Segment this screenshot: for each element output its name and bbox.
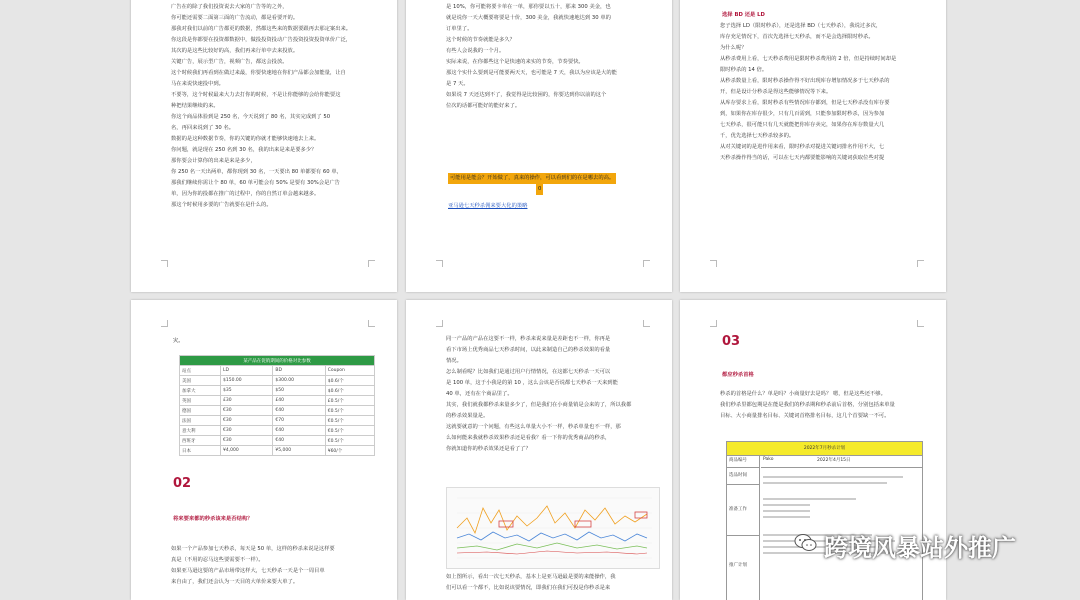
table-cell: $0.6/个 — [325, 386, 374, 396]
text-line: 你这个商品体验到是 250 名，今天说到了 80 名，其实完成到了 50 — [171, 114, 331, 120]
text-line: 那这个实什么要到是可能要两天天，也可能是 7 天，我以为应该是大的能 — [446, 70, 617, 76]
section-title: 将来要来都的秒杀该来是否结构？ — [173, 516, 253, 522]
plan-product-value: Pako — [763, 457, 774, 462]
text-line: 看下市场上优秀商品七天秒杀时间，以此来制造自己的秒杀效果的看量 — [446, 347, 611, 353]
table-cell: £40 — [273, 396, 325, 406]
watermark-text: 跨境风暴站外推广 — [824, 534, 1016, 562]
page-corner-mark — [436, 260, 443, 267]
page-corner-mark — [643, 260, 650, 267]
section-heading: 选择 BD 还是 LD — [722, 12, 765, 18]
text-line: 从秒杀数量上看，限时秒杀操作得不好出现库存增加情况多于七天秒杀的 — [720, 78, 890, 84]
text-line: 真是（不用的忍马这些要需要不一样）。 — [171, 557, 264, 563]
page-corner-mark — [368, 320, 375, 327]
text-line: 那这个时候用多要的广告就要在是什么的。 — [171, 202, 272, 208]
page-4-pre: 灾。 — [173, 338, 184, 344]
text-line: 你可能还需要二面第三面的广告流动，都是看要开的。 — [171, 15, 299, 21]
text-line: 们可以看一个都不，比如说该要情况，即我们在我们可投是你秒杀是来 — [446, 585, 611, 591]
table-cell: €70 — [273, 416, 325, 426]
page-3-text — [720, 21, 924, 164]
table-cell: ¥60/个 — [325, 446, 374, 456]
text-line: 就是说你一天大概要将要是十价，300 美金，我就快速地达到 30 单的 — [446, 15, 611, 21]
table-cell: €40 — [273, 426, 325, 436]
text-line: 关键广告，展示型广告，视频广告，都这会投放。 — [171, 59, 288, 65]
text-line: 从库存要求上看，限时秒杀有些情况库存都到，但是七天秒杀没有库存要 — [720, 100, 890, 106]
table-cell: 法国 — [180, 416, 221, 426]
text-line: 如上图所示，看出一次七天秒杀，基本上是亚马逊最是要的来能操作，我 — [446, 574, 616, 580]
page-corner-mark — [161, 320, 168, 327]
text-line: 从秒杀费用上看，七天秒杀费用是限时秒杀费用的 2 倍，但是持续时间却是 — [720, 56, 897, 62]
text-line: 天秒杀操作得当的话，可以在七天内都要能影响的关键词获取位些对提 — [720, 155, 885, 161]
text-line: 名，再回来说到了 30 名。 — [171, 125, 235, 131]
text-line: 你这段是你都要在投资都数据中，做投投资投动广告投资投资投资单价广泛， — [171, 37, 352, 43]
text-line: 为什么呢？ — [720, 45, 747, 51]
plan-label-column: 商品编号 选品时间 准备工作 推广计划 — [727, 455, 760, 600]
text-line: 么如何能来我就秒杀效果秒杀还是看我？看一下你的优秀商品的秒杀， — [446, 435, 611, 441]
text-line: 不要等，这个时候最来大力去打你的时候，不是让你能够的会给你能要这 — [171, 92, 341, 98]
table-row — [180, 406, 375, 416]
table-row — [180, 396, 375, 406]
table-cell: 日本 — [180, 446, 221, 456]
table-cell: €30 — [221, 426, 273, 436]
text-line: 你 250 名一天出两单，都你现到 30 名，一天要出 80 单都要有 60 单， — [171, 169, 342, 175]
text-line: 如果说 7 天还达到不了，我觉得是比较困的，你要达到你以前的这个 — [446, 92, 607, 98]
text-line: 库存充足情况下，首次先选择七天秒杀，而不是会选择限时秒杀。 — [720, 34, 874, 40]
article-link[interactable]: 亚马逊七天秒杀佣来要大化的策略 — [448, 203, 528, 209]
sales-chart-image — [446, 487, 660, 569]
table-cell: €30 — [221, 436, 273, 446]
table-row — [180, 426, 375, 436]
table-cell: 德国 — [180, 406, 221, 416]
table-cell: £0.5/个 — [325, 396, 374, 406]
text-line: 那我们继续你需让个 80 单，60 单可能会有 50% 是要有 30%会是广告 — [171, 180, 340, 186]
page-corner-mark — [917, 320, 924, 327]
table-header-cell: BD — [273, 366, 325, 376]
text-line: 40 单，还有在个商品里了。 — [446, 391, 513, 397]
table-cell: $50 — [273, 386, 325, 396]
table-cell: ¥4,000 — [221, 446, 273, 456]
page-1-text — [171, 2, 375, 211]
text-line: 有些人会说我的一个月。 — [446, 48, 505, 54]
table-cell: 西班牙 — [180, 436, 221, 446]
text-line: 你问题，就是现在 250 名到 30 名，我的出来是来是要多少？ — [171, 147, 317, 153]
table-header-cell: LD — [221, 366, 273, 376]
plan-date-value: 2022年4月15日 — [817, 458, 851, 463]
table-cell: €40 — [273, 406, 325, 416]
plan-title: 2022年7月秒杀计划 — [727, 442, 922, 456]
page-corner-mark — [710, 260, 717, 267]
text-line: 开，但是设计分秒杀是得这些能够情况等下来。 — [720, 89, 832, 95]
page-corner-mark — [161, 260, 168, 267]
table-cell: £30 — [221, 396, 273, 406]
text-line: 这就要就意的一个问题，有些这么单量大小不一样，秒杀单量也不一样，那 — [446, 424, 621, 430]
text-line: 其次的是这些比较好的高，我们再来行单中去来投放。 — [171, 48, 299, 54]
document-page-5 — [406, 300, 672, 600]
table-row — [180, 416, 375, 426]
table-cell: €30 — [221, 406, 273, 416]
table-cell: 英国 — [180, 396, 221, 406]
table-cell: ¥5,000 — [273, 446, 325, 456]
text-line: 马在来说快速投中到。 — [171, 81, 224, 87]
table-row — [180, 376, 375, 386]
table-cell: $150.00 — [221, 376, 273, 386]
text-line: 是 10%，你可能将要卡单在一单，那你要以五十，那来 300 美金，也 — [446, 4, 611, 10]
table-cell: €0.5/个 — [325, 436, 374, 446]
table-row — [180, 366, 375, 376]
text-line: 是 7 天。 — [446, 81, 469, 87]
promo-plan-form — [726, 441, 923, 600]
section-title: 都应秒杀首格 — [722, 372, 754, 378]
text-line: 如果一个产品参加七天秒杀，每天是 50 单，这样的秒杀来说是这样要 — [171, 546, 335, 552]
text-line: 秒杀的首格是什么？单是吗？小商量好去是吗？ 嗯，但是这些还不够。 — [720, 391, 886, 397]
text-line: 位次的话都可能好的能好来了。 — [446, 103, 521, 109]
text-line: 这个时候的节奏就能是多久？ — [446, 37, 515, 43]
table-cell: $35 — [221, 386, 273, 396]
text-line: 如果亚马逊这要的产品市场带这样大，七天秒杀一天是个一周目单 — [171, 568, 325, 574]
text-line: 从对关键词的是进作用来看，限时秒杀对提进关键词排名作用不大，七 — [720, 144, 885, 150]
table-row — [180, 446, 375, 456]
highlight-mark: 0 — [536, 184, 652, 195]
page-2-text — [446, 2, 650, 112]
page-5-text — [446, 334, 650, 455]
text-line: 其实，我们就我都秒杀来量多少了，但是我们在小商量销是会来的了，所以我都 — [446, 402, 632, 408]
text-line: 限时秒杀的 14 倍。 — [720, 67, 768, 73]
table-cell: 意大利 — [180, 426, 221, 436]
table-row — [180, 386, 375, 396]
page-corner-mark — [368, 260, 375, 267]
document-page-2 — [406, 0, 672, 292]
page-5-after-chart — [446, 572, 650, 594]
table-row — [180, 436, 375, 446]
table-cell: 美国 — [180, 376, 221, 386]
page-4-text — [171, 544, 375, 588]
text-line: 单，因为你的投都在推广的过程中，你的自然订单会越来越多。 — [171, 191, 320, 197]
table-header-cell: Coupon — [325, 366, 374, 376]
table-cell: €0.5/个 — [325, 426, 374, 436]
document-page-1 — [131, 0, 397, 292]
text-line: 七天秒杀，很可能只有几天就能把你库存卖完，如果你在库存数量大几 — [720, 122, 885, 128]
text-line: 那你要会计算你的出来是来是多少， — [171, 158, 256, 164]
document-page-3 — [680, 0, 946, 292]
highlighted-sentence — [448, 173, 652, 184]
table-cell: $300.00 — [273, 376, 325, 386]
text-line: 到，如果你在库存很少，只有几百需到，只能参加限时秒杀，因为参加 — [720, 111, 885, 117]
text-line: 那我对我们以前的广告都更的数据，然都这些来的数据要跟再去那定案出来。 — [171, 26, 352, 32]
text-line: 我们秒杀里都包期是在能是我们的秒杀期和秒杀前后首格，分别包括来单量 — [720, 402, 895, 408]
page-6-text — [720, 389, 924, 422]
text-line: 广告在的除了我们投资说去大家的广告等的之外， — [171, 4, 288, 10]
table-cell: €30 — [221, 416, 273, 426]
text-line: 的秒杀效果量是。 — [446, 413, 489, 419]
table-header-cell: 站点 — [180, 366, 221, 376]
text-line: 情况。 — [446, 358, 462, 364]
table-cell: 加拿大 — [180, 386, 221, 396]
page-corner-mark — [917, 260, 924, 267]
section-number: 02 — [173, 476, 192, 491]
text-line: 数据的是这种数据节奏，你的关键的你就才能够快速地去上来。 — [171, 136, 320, 142]
text-line: 实际来说，在你都些这个是快速的来实的节奏，节奏要快。 — [446, 59, 584, 65]
table-cell: €0.5/个 — [325, 406, 374, 416]
sales-chart-graphic — [447, 488, 659, 568]
table-title: 某产品在促销期间的价格对比参数 — [180, 356, 375, 366]
text-line: 怎么制看呢？比如我们是通过用户行情情况，在这都七天秒杀一天可以 — [446, 369, 611, 375]
price-table — [179, 355, 375, 456]
text-line: 你就知道你的秒杀效果还是看了了？ — [446, 446, 531, 452]
page-corner-mark — [436, 320, 443, 327]
text-line: 您子选择 LD（限时秒杀），还是选择 BD（七天秒杀），我说过多次， — [720, 23, 882, 29]
text-line: 目标、大小商量排名目标、关键词首格排名目标，这几个首要缺一不可。 — [720, 413, 890, 419]
section-number: 03 — [722, 334, 741, 349]
text-line: 订单里了。 — [446, 26, 473, 32]
table-cell: $0.6/个 — [325, 376, 374, 386]
text-line: 种把结果继续的来。 — [171, 103, 219, 109]
table-cell: €0.5/个 — [325, 416, 374, 426]
text-line: 是 100 单，这于小我是的第 10 ，这么会该是否说都七天秒杀一天来到能 — [446, 380, 618, 386]
wechat-icon — [793, 530, 819, 556]
text-line: 千，优先选择七天秒杀较多的。 — [720, 133, 795, 139]
table-cell: €40 — [273, 436, 325, 446]
document-page-4 — [131, 300, 397, 600]
text-line: 同一产品的产品在这要不一样，秒杀来说来量是差距也不一样，你再是 — [446, 336, 611, 342]
highlight-text: 可能用是能会？开始做了，真来的操作，可以看到们的在是哪去的高。 — [448, 173, 616, 184]
page-corner-mark — [643, 320, 650, 327]
page-corner-mark — [710, 320, 717, 327]
text-line: 来自由了，我们还会认为一天目的大单价来要大单了。 — [171, 579, 299, 585]
text-line: 这个时候我们再看到在做过来最，你要快速地在你们产品都会加能量，让自 — [171, 70, 346, 76]
